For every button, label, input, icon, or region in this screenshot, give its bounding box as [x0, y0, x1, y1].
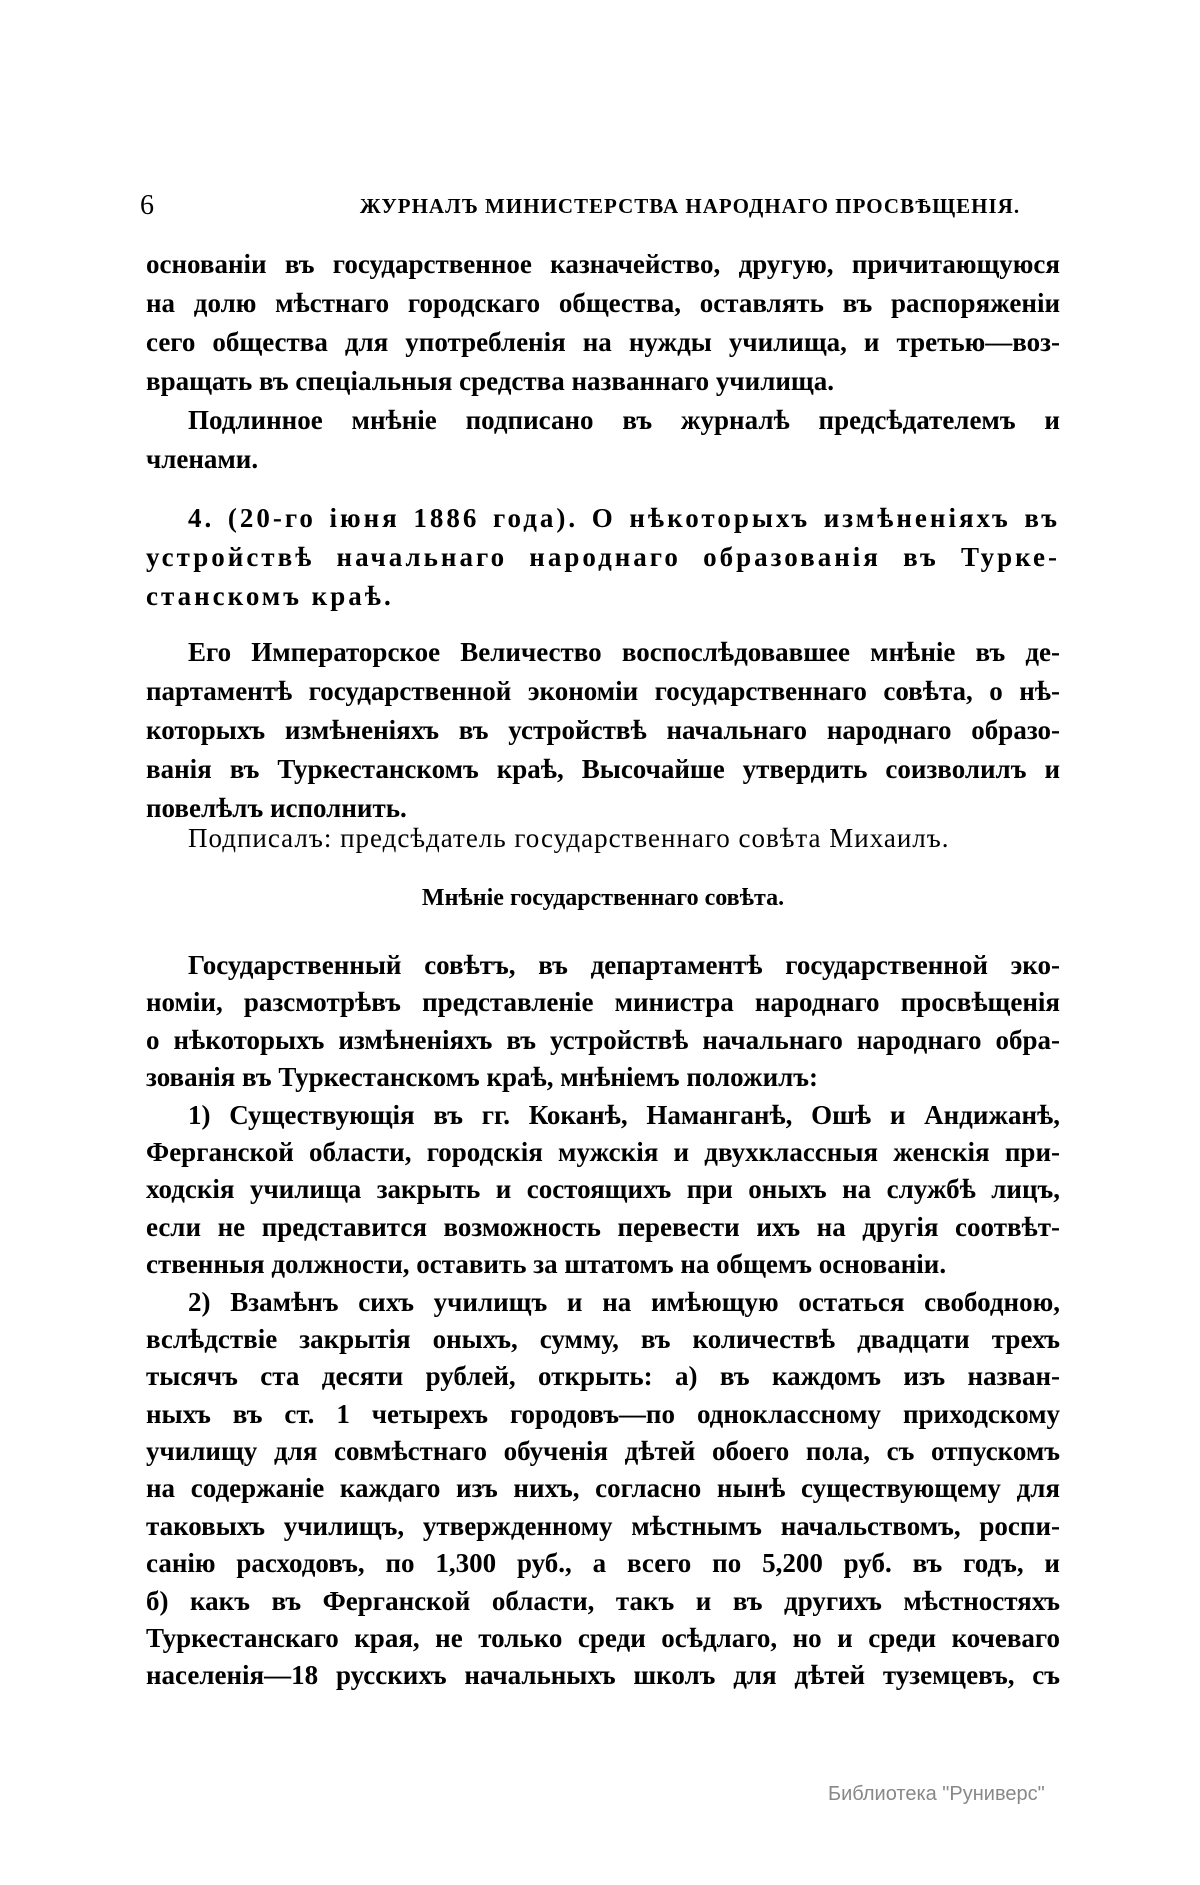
- running-title: ЖУРНАЛЪ МИНИСТЕРСТВА НАРОДНАГО ПРОСВѢЩЕНІЯ.: [359, 194, 1021, 218]
- text-line: если не представится возможность перевести ихъ на другія соотвѣт-: [146, 1211, 1060, 1242]
- text-line: зованія въ Туркестанскомъ краѣ, мнѣніемъ положилъ:: [146, 1062, 819, 1093]
- text-line: Подлинное мнѣніе подписано въ журналѣ предсѣдателемъ и: [188, 405, 1060, 435]
- text-line: Туркестанскаго края, не только среди осѣдлаго, но и среди кочеваго: [146, 1623, 1060, 1654]
- text-line: которыхъ измѣненіяхъ въ устройствѣ начальнаго народнаго образо-: [146, 715, 1060, 745]
- text-line: 4. (20-го іюня 1886 года). О нѣкоторыхъ измѣненіяхъ въ: [188, 503, 1060, 533]
- text-line: училищу для совмѣстнаго обученія дѣтей обоего пола, съ отпускомъ: [146, 1436, 1060, 1467]
- text-line: 2) Взамѣнъ сихъ училищъ и на имѣющую остаться свободною,: [188, 1286, 1060, 1317]
- text-line: станскомъ краѣ.: [146, 581, 394, 611]
- text-line: тысячъ ста десяти рублей, открыть: а) въ каждомъ изъ назван-: [146, 1361, 1060, 1392]
- text-line: вслѣдствіе закрытія оныхъ, сумму, въ количествѣ двадцати трехъ: [146, 1323, 1060, 1354]
- text-line: вращать въ спеціальныя средства названнаго училища.: [146, 366, 834, 396]
- text-line: ходскія училища закрыть и состоящихъ при оныхъ на службѣ лицъ,: [146, 1174, 1060, 1205]
- page-number: 6: [140, 190, 154, 221]
- text-line: 1) Существующія въ гг. Коканѣ, Наманганѣ, Ошѣ и Андижанѣ,: [188, 1099, 1060, 1130]
- text-line: Его Императорское Величество воспослѣдовавшее мнѣніе въ де-: [188, 637, 1060, 667]
- text-line: основаніи въ государственное казначейство, другую, причитающуюся: [146, 249, 1060, 279]
- text-line: ственныя должности, оставить за штатомъ на общемъ основаніи.: [146, 1249, 947, 1280]
- text-line: б) какъ въ Ферганской области, такъ и въ другихъ мѣстностяхъ: [146, 1585, 1060, 1616]
- text-line: партаментѣ государственной экономіи государственнаго совѣта, о нѣ-: [146, 676, 1060, 706]
- signature-line: [146, 819, 1060, 858]
- paragraph-continuation: [146, 245, 1060, 479]
- text-line: повелѣлъ исполнить.: [146, 793, 407, 823]
- text-line: населенія—18 русскихъ начальныхъ школъ для дѣтей туземцевъ, съ: [146, 1660, 1060, 1691]
- text-line: о нѣкоторыхъ измѣненіяхъ въ устройствѣ начальнаго народнаго обра-: [146, 1024, 1060, 1055]
- text-line: Ферганской области, городскія мужскія и двухклассныя женскія при-: [146, 1136, 1060, 1167]
- text-line: Подписалъ: предсѣдатель государственнаго совѣта Михаилъ.: [188, 823, 950, 853]
- library-watermark: Библиотека "Руниверс": [828, 1783, 1045, 1805]
- text-line: ванія въ Туркестанскомъ краѣ, Высочайше утвердить соизволилъ и: [146, 754, 1060, 784]
- opinion-body: [146, 947, 1060, 1695]
- text-line: номіи, разсмотрѣвъ представленіе министра народнаго просвѣщенія: [146, 987, 1060, 1018]
- subheading: Мнѣніе государственнаго совѣта.: [421, 885, 785, 911]
- opinion-title: [146, 879, 1060, 918]
- running-header: [140, 187, 1060, 225]
- section-heading: [146, 499, 1060, 616]
- text-line: устройствѣ начальнаго народнаго образованія въ Турке-: [146, 542, 1060, 572]
- text-line: членами.: [146, 444, 259, 474]
- text-line: таковыхъ училищъ, утвержденному мѣстнымъ начальствомъ, роспи-: [146, 1510, 1060, 1541]
- text-line: Государственный совѣтъ, въ департаментѣ государственной эко-: [188, 950, 1060, 980]
- text-line: сего общества для употребленія на нужды училища, и третью—воз-: [146, 327, 1060, 357]
- text-line: санію расходовъ, по 1,300 руб., а всего по 5,200 руб. въ годъ, и: [146, 1548, 1060, 1579]
- decree-paragraph: [146, 633, 1060, 828]
- text-line: на содержаніе каждаго изъ нихъ, согласно нынѣ существующему для: [146, 1473, 1060, 1504]
- text-line: ныхъ въ ст. 1 четырехъ городовъ—по одноклассному приходскому: [146, 1398, 1060, 1429]
- text-line: на долю мѣстнаго городскаго общества, оставлять въ распоряженіи: [146, 288, 1060, 318]
